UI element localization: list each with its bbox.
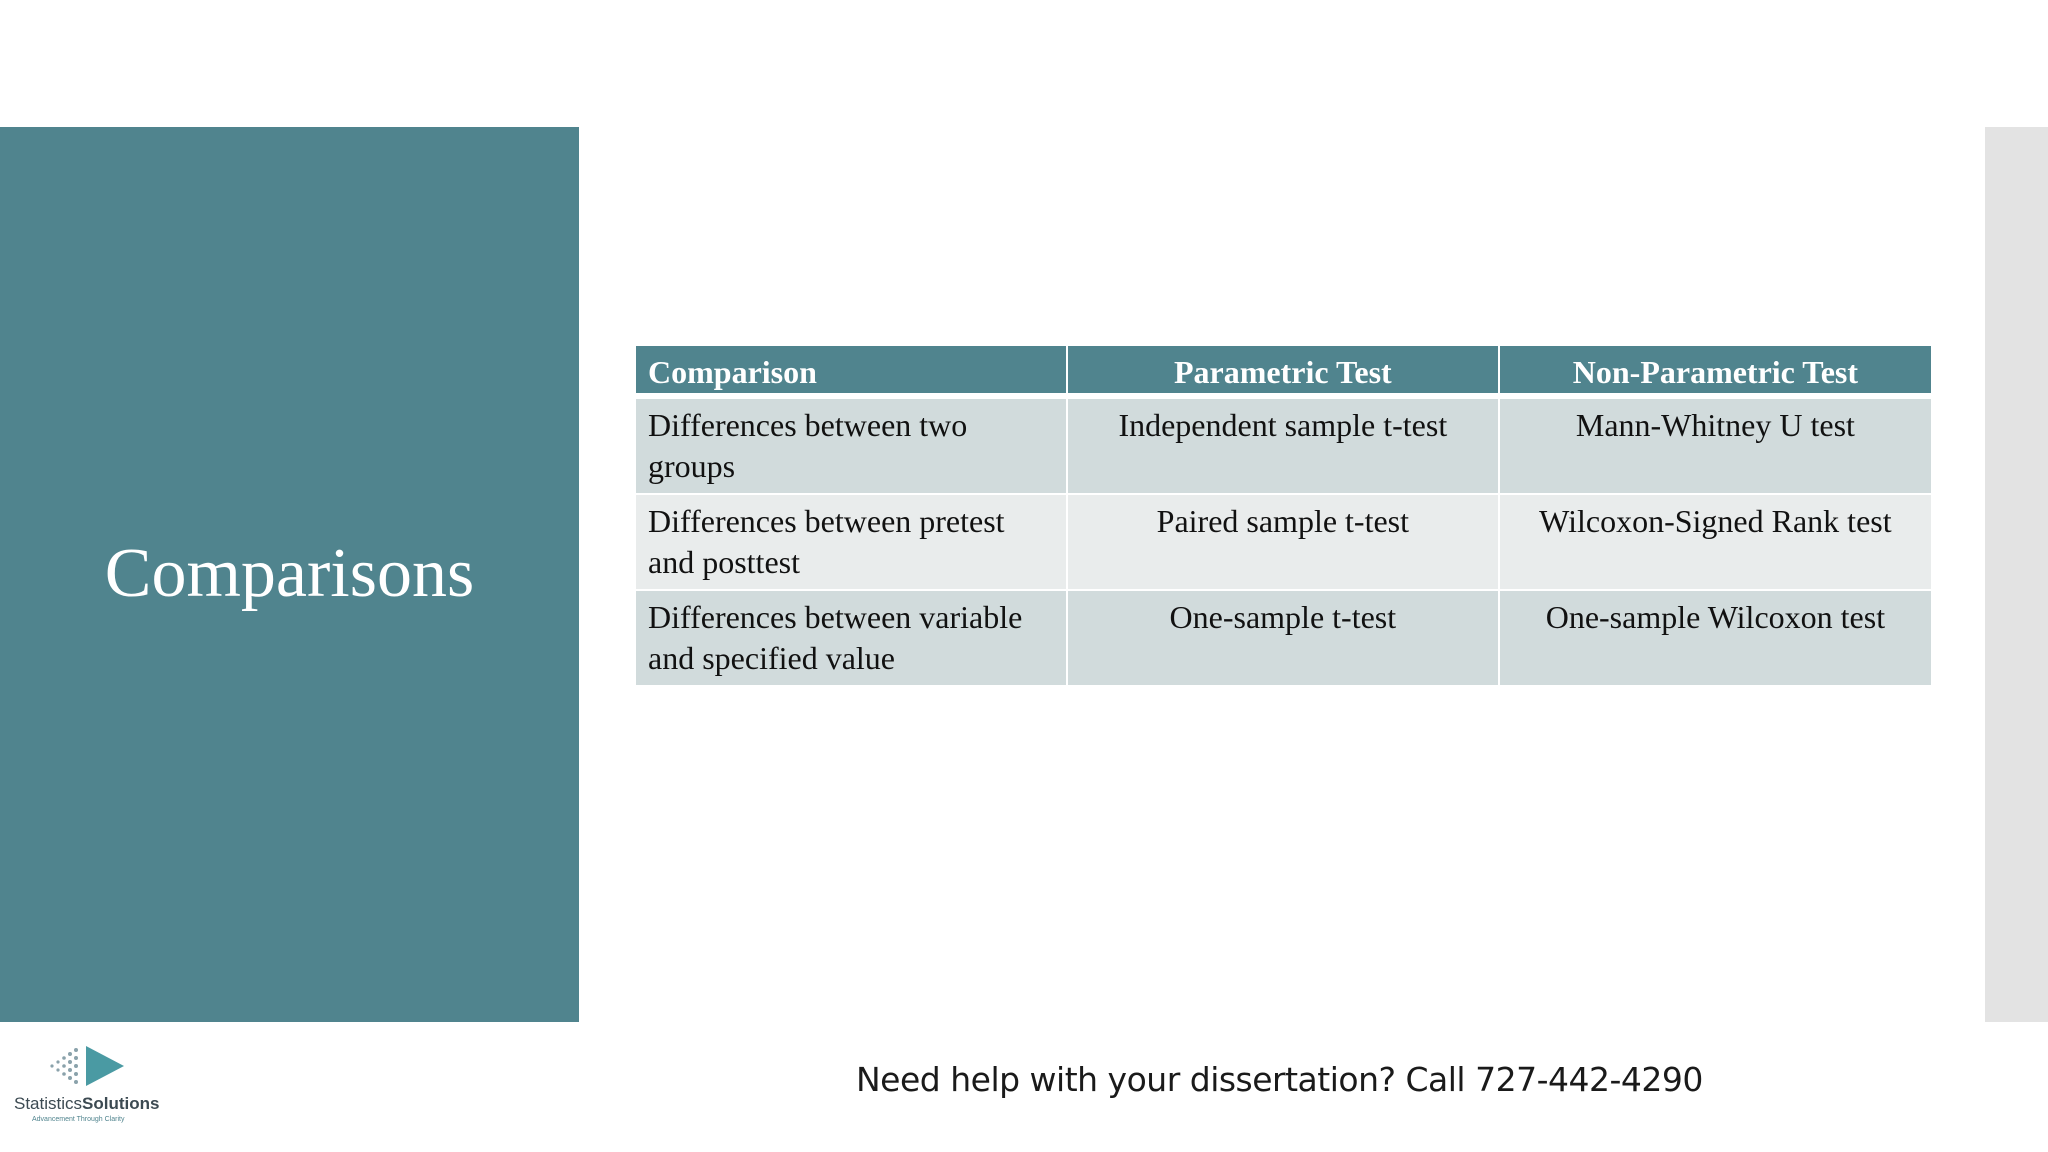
logo-name-light: Statistics bbox=[14, 1094, 83, 1113]
table-cell-comparison: Differences between two groups bbox=[635, 396, 1067, 494]
table-cell-non-parametric: Mann-Whitney U test bbox=[1499, 396, 1932, 494]
comparison-table bbox=[634, 344, 1933, 687]
header-comparison: Comparison bbox=[635, 345, 1067, 396]
table-cell-parametric: Independent sample t-test bbox=[1067, 396, 1499, 494]
table-cell-non-parametric: Wilcoxon-Signed Rank test bbox=[1499, 494, 1932, 590]
logo-name-bold: Solutions bbox=[82, 1094, 160, 1113]
table-header-row bbox=[635, 345, 1932, 396]
logo-tagline: Advancement Through Clarity bbox=[32, 1116, 125, 1123]
footer-call-to-action: Need help with your dissertation? Call 727-442-4290 bbox=[856, 1060, 1703, 1099]
slide-title: Comparisons bbox=[104, 534, 475, 612]
table-cell-comparison: Differences between variable and specified value bbox=[635, 590, 1067, 686]
table-cell-non-parametric: One-sample Wilcoxon test bbox=[1499, 590, 1932, 686]
logo-wordmark bbox=[14, 1094, 184, 1114]
table-row bbox=[635, 590, 1932, 686]
title-panel bbox=[0, 127, 579, 1022]
table-cell-parametric: Paired sample t-test bbox=[1067, 494, 1499, 590]
header-parametric-test: Parametric Test bbox=[1067, 345, 1499, 396]
logo-mark-icon bbox=[44, 1044, 154, 1092]
table-row bbox=[635, 494, 1932, 590]
table-cell-parametric: One-sample t-test bbox=[1067, 590, 1499, 686]
table-cell-comparison: Differences between pretest and posttest bbox=[635, 494, 1067, 590]
comparison-table-container bbox=[634, 344, 1933, 687]
statistics-solutions-logo bbox=[14, 1044, 164, 1126]
right-edge-strip bbox=[1985, 127, 2048, 1022]
table-row bbox=[635, 396, 1932, 494]
header-non-parametric-test: Non-Parametric Test bbox=[1499, 345, 1932, 396]
